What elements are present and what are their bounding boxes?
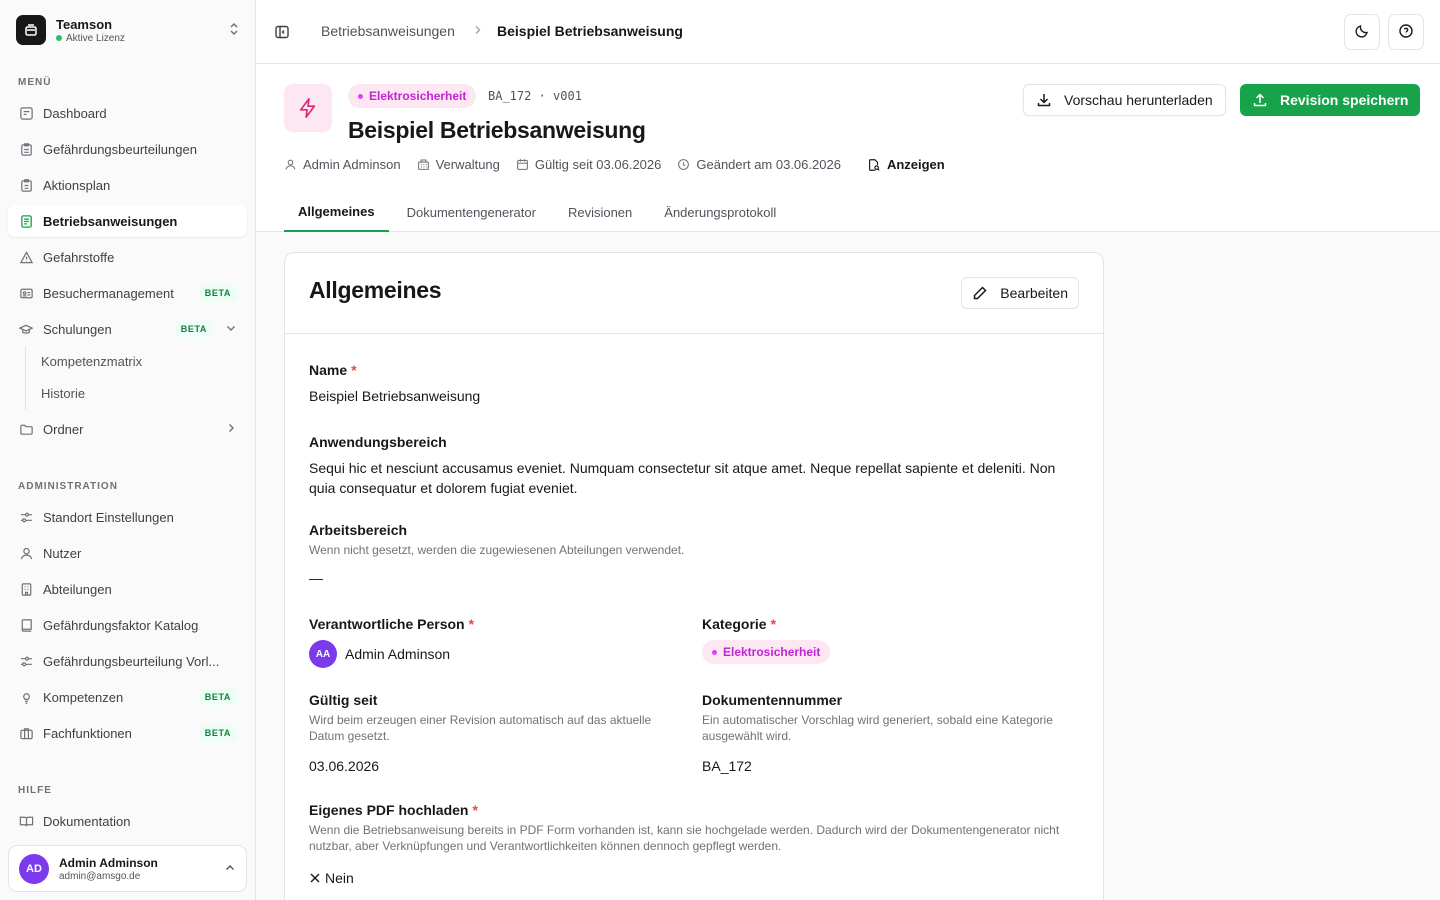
tab-bar — [284, 192, 794, 232]
sidebar-subitem-kompetenzmatrix[interactable]: Kompetenzmatrix — [41, 353, 143, 369]
file-search-icon — [867, 158, 881, 172]
sidebar-item-kompetenzen[interactable] — [8, 681, 247, 713]
sidebar-item-label: Gefährdungsfaktor Katalog — [43, 617, 199, 633]
sidebar-item-label: Ordner — [43, 421, 84, 437]
sidebar-item-dokumentation[interactable] — [8, 805, 247, 837]
field-workarea-value: — — [309, 570, 323, 586]
sidebar-item-label: Dashboard — [43, 105, 107, 121]
sidebar-item-label: Dokumentation — [43, 813, 131, 829]
meta-row — [284, 157, 961, 172]
admin-section-label: ADMINISTRATION — [18, 481, 118, 492]
avatar: AA — [309, 640, 337, 668]
graduation-cap-icon — [18, 321, 34, 337]
sidebar-item-besuchermanagement[interactable] — [8, 277, 247, 309]
field-pdf-upload: Eigenes PDF hochladen * Wenn die Betriebsanweisung bereits in PDF Form vorhanden ist, kann sie hochgelade werden. Dadurch wird der Dokumentengenerator nicht nutzbar, aber Verknüpfungen und Verantwortlichkeiten können dennoch gepflegt werden. Nein — [309, 802, 1079, 888]
sidebar-item-gefaehrdungsfaktor-katalog[interactable] — [8, 609, 247, 641]
chevron-up-down-icon — [228, 21, 240, 40]
field-pdf-hint: Wenn die Betriebsanweisung bereits in PDF Form vorhanden ist, kann sie hochgelade werden. Dadurch wird der Dokumentengenerator nicht nutzbar, aber Verknüpfungen und Verantwortlichkeiten können dennoch gepflegt werden. — [309, 823, 1060, 853]
field-valid-since-hint: Wird beim erzeugen einer Revision automatisch auf das aktuelle Datum gesetzt. — [309, 713, 652, 743]
sidebar-item-dashboard[interactable] — [8, 97, 247, 129]
field-workarea-hint: Wenn nicht gesetzt, werden die zugewiesenen Abteilungen verwendet. — [309, 543, 685, 557]
chevron-right-icon — [473, 23, 483, 39]
field-workarea: Arbeitsbereich Wenn nicht gesetzt, werden die zugewiesenen Abteilungen verwendet. — — [309, 522, 1079, 588]
chevron-up-icon — [224, 861, 236, 877]
field-scope-value: Sequi hic et nesciunt accusamus eveniet. Numquam consectetur sit atque amet. Neque repellat sapiente et deleniti. Non quia consequatur et dolorem fugiat eveniet. — [309, 460, 1056, 496]
beta-badge: BETA — [199, 689, 237, 705]
user-email: admin@amsgo.de — [59, 870, 141, 882]
download-icon — [1036, 92, 1052, 108]
briefcase-icon — [18, 725, 34, 741]
document-code: BA_172 · v001 — [488, 89, 582, 103]
building-icon — [18, 581, 34, 597]
tab-revisionen[interactable]: Revisionen — [567, 204, 633, 220]
sidebar-item-gefaehrdungsbeurteilung-vorlagen[interactable] — [8, 645, 247, 677]
template-icon — [18, 653, 34, 669]
sidebar-item-fachfunktionen[interactable] — [8, 717, 247, 749]
warning-icon — [18, 249, 34, 265]
menu-section-label: MENÜ — [18, 77, 52, 88]
pencil-icon — [972, 285, 988, 301]
sidebar-item-standort-einstellungen[interactable] — [8, 501, 247, 533]
field-name: Name * Beispiel Betriebsanweisung — [309, 362, 1079, 406]
sidebar-item-label: Standort Einstellungen — [43, 509, 174, 525]
page-title: Beispiel Betriebsanweisung — [348, 117, 646, 143]
sidebar-item-betriebsanweisungen[interactable] — [8, 205, 247, 237]
meta-owner: Admin Adminson — [303, 157, 401, 172]
general-card — [284, 252, 1104, 900]
user-icon — [284, 158, 297, 171]
save-revision-button[interactable]: Revision speichern — [1240, 84, 1420, 116]
dashboard-icon — [18, 105, 34, 121]
tab-dokumentengenerator[interactable]: Dokumentengenerator — [406, 204, 536, 220]
clipboard-list-icon — [18, 177, 34, 193]
chevron-right-icon — [225, 422, 237, 437]
sidebar-toggle-icon[interactable] — [272, 22, 292, 42]
category-badge: Elektrosicherheit — [348, 84, 476, 108]
download-preview-button[interactable]: Vorschau herunterladen — [1023, 84, 1226, 116]
sidebar-item-label: Schulungen — [43, 321, 112, 337]
avatar: AD — [19, 854, 49, 884]
sidebar-item-schulungen[interactable] — [8, 313, 247, 345]
sidebar-item-gefaehrdungsbeurteilungen[interactable] — [8, 133, 247, 165]
sidebar-item-abteilungen[interactable] — [8, 573, 247, 605]
content-area — [256, 232, 1440, 900]
field-responsible: Verantwortliche Person * AA Admin Adminson — [309, 616, 679, 668]
sidebar-item-aktionsplan[interactable] — [8, 169, 247, 201]
id-card-icon — [18, 285, 34, 301]
org-logo — [16, 15, 46, 45]
sidebar-item-label: Gefahrstoffe — [43, 249, 115, 265]
card-title: Allgemeines — [309, 277, 442, 303]
breadcrumb-current: Beispiel Betriebsanweisung — [497, 23, 683, 39]
field-category: Kategorie * Elektrosicherheit — [702, 616, 1082, 664]
sidebar-item-label: Fachfunktionen — [43, 725, 132, 741]
x-icon — [309, 872, 321, 884]
user-name: Admin Adminson — [59, 855, 158, 870]
tab-aenderungsprotokoll[interactable]: Änderungsprotokoll — [664, 204, 777, 220]
sidebar-item-label: Kompetenzen — [43, 689, 124, 705]
tab-allgemeines[interactable]: Allgemeines — [284, 192, 389, 232]
show-link[interactable]: Anzeigen — [867, 157, 945, 172]
breadcrumb-parent[interactable]: Betriebsanweisungen — [321, 23, 455, 39]
beta-badge: BETA — [175, 321, 213, 337]
sidebar — [0, 0, 256, 900]
beta-badge: BETA — [199, 725, 237, 741]
sidebar-item-label: Gefährdungsbeurteilung Vorl... — [43, 653, 220, 669]
document-icon — [18, 213, 34, 229]
field-valid-since-value: 03.06.2026 — [309, 758, 380, 774]
org-name: Teamson — [56, 16, 113, 32]
sidebar-item-label: Besuchermanagement — [43, 285, 174, 301]
sidebar-item-gefahrstoffe[interactable] — [8, 241, 247, 273]
user-menu[interactable] — [8, 845, 247, 892]
topbar — [256, 0, 1440, 64]
field-name-value: Beispiel Betriebsanweisung — [309, 388, 481, 404]
chevron-down-icon — [225, 322, 237, 337]
edit-button[interactable]: Bearbeiten — [961, 277, 1079, 309]
open-book-icon — [18, 813, 34, 829]
help-circle-icon — [1398, 23, 1414, 42]
building-icon — [417, 158, 430, 171]
sidebar-subitem-historie[interactable]: Historie — [41, 385, 86, 401]
lightbulb-icon — [18, 689, 34, 705]
folder-icon — [18, 421, 34, 437]
submenu-rail — [25, 346, 26, 410]
user-icon — [18, 545, 34, 561]
moon-icon — [1354, 23, 1370, 42]
settings-sliders-icon — [18, 509, 34, 525]
calendar-icon — [516, 158, 529, 171]
beta-badge: BETA — [199, 285, 237, 301]
license-status: Aktive Lizenz — [66, 32, 125, 44]
field-valid-since: Gültig seit Wird beim erzeugen einer Revision automatisch auf das aktuelle Datum gesetzt. 03.06.2026 — [309, 692, 679, 776]
sidebar-item-label: Abteilungen — [43, 581, 112, 597]
field-doc-number: Dokumentennummer Ein automatischer Vorschlag wird generiert, sobald eine Kategorie ausgewählt wird. BA_172 — [702, 692, 1082, 776]
dark-mode-button[interactable] — [1344, 14, 1380, 50]
field-doc-number-value: BA_172 — [702, 758, 752, 774]
sidebar-item-ordner[interactable] — [8, 413, 247, 445]
meta-changed: Geändert am 03.06.2026 — [696, 157, 841, 172]
book-icon — [18, 617, 34, 633]
license-status-dot — [56, 35, 62, 41]
responsible-name: Admin Adminson — [345, 646, 451, 662]
sidebar-item-label: Gefährdungsbeurteilungen — [43, 141, 197, 157]
clipboard-icon — [18, 141, 34, 157]
clock-icon — [677, 158, 690, 171]
main — [256, 0, 1440, 900]
upload-icon — [1252, 92, 1268, 108]
org-switcher[interactable] — [8, 8, 248, 52]
category-badge: Elektrosicherheit — [702, 640, 830, 664]
sidebar-item-label: Nutzer — [43, 545, 82, 561]
sidebar-item-nutzer[interactable] — [8, 537, 247, 569]
meta-department: Verwaltung — [435, 157, 500, 172]
sidebar-item-label: Aktionsplan — [43, 177, 111, 193]
help-section-label: HILFE — [18, 785, 52, 796]
document-header — [256, 64, 1440, 232]
field-pdf-value: Nein — [325, 870, 354, 886]
sidebar-item-label: Betriebsanweisungen — [43, 213, 178, 229]
lightning-icon — [284, 84, 332, 132]
field-scope: Anwendungsbereich Sequi hic et nesciunt accusamus eveniet. Numquam consectetur sit atque amet. Neque repellat sapiente et deleniti. Non quia consequatur et dolorem fugiat eveniet. — [309, 434, 1079, 498]
field-doc-number-hint: Ein automatischer Vorschlag wird generiert, sobald eine Kategorie ausgewählt wird. — [702, 713, 1053, 743]
help-button[interactable] — [1388, 14, 1424, 50]
meta-valid-since: Gültig seit 03.06.2026 — [534, 157, 662, 172]
